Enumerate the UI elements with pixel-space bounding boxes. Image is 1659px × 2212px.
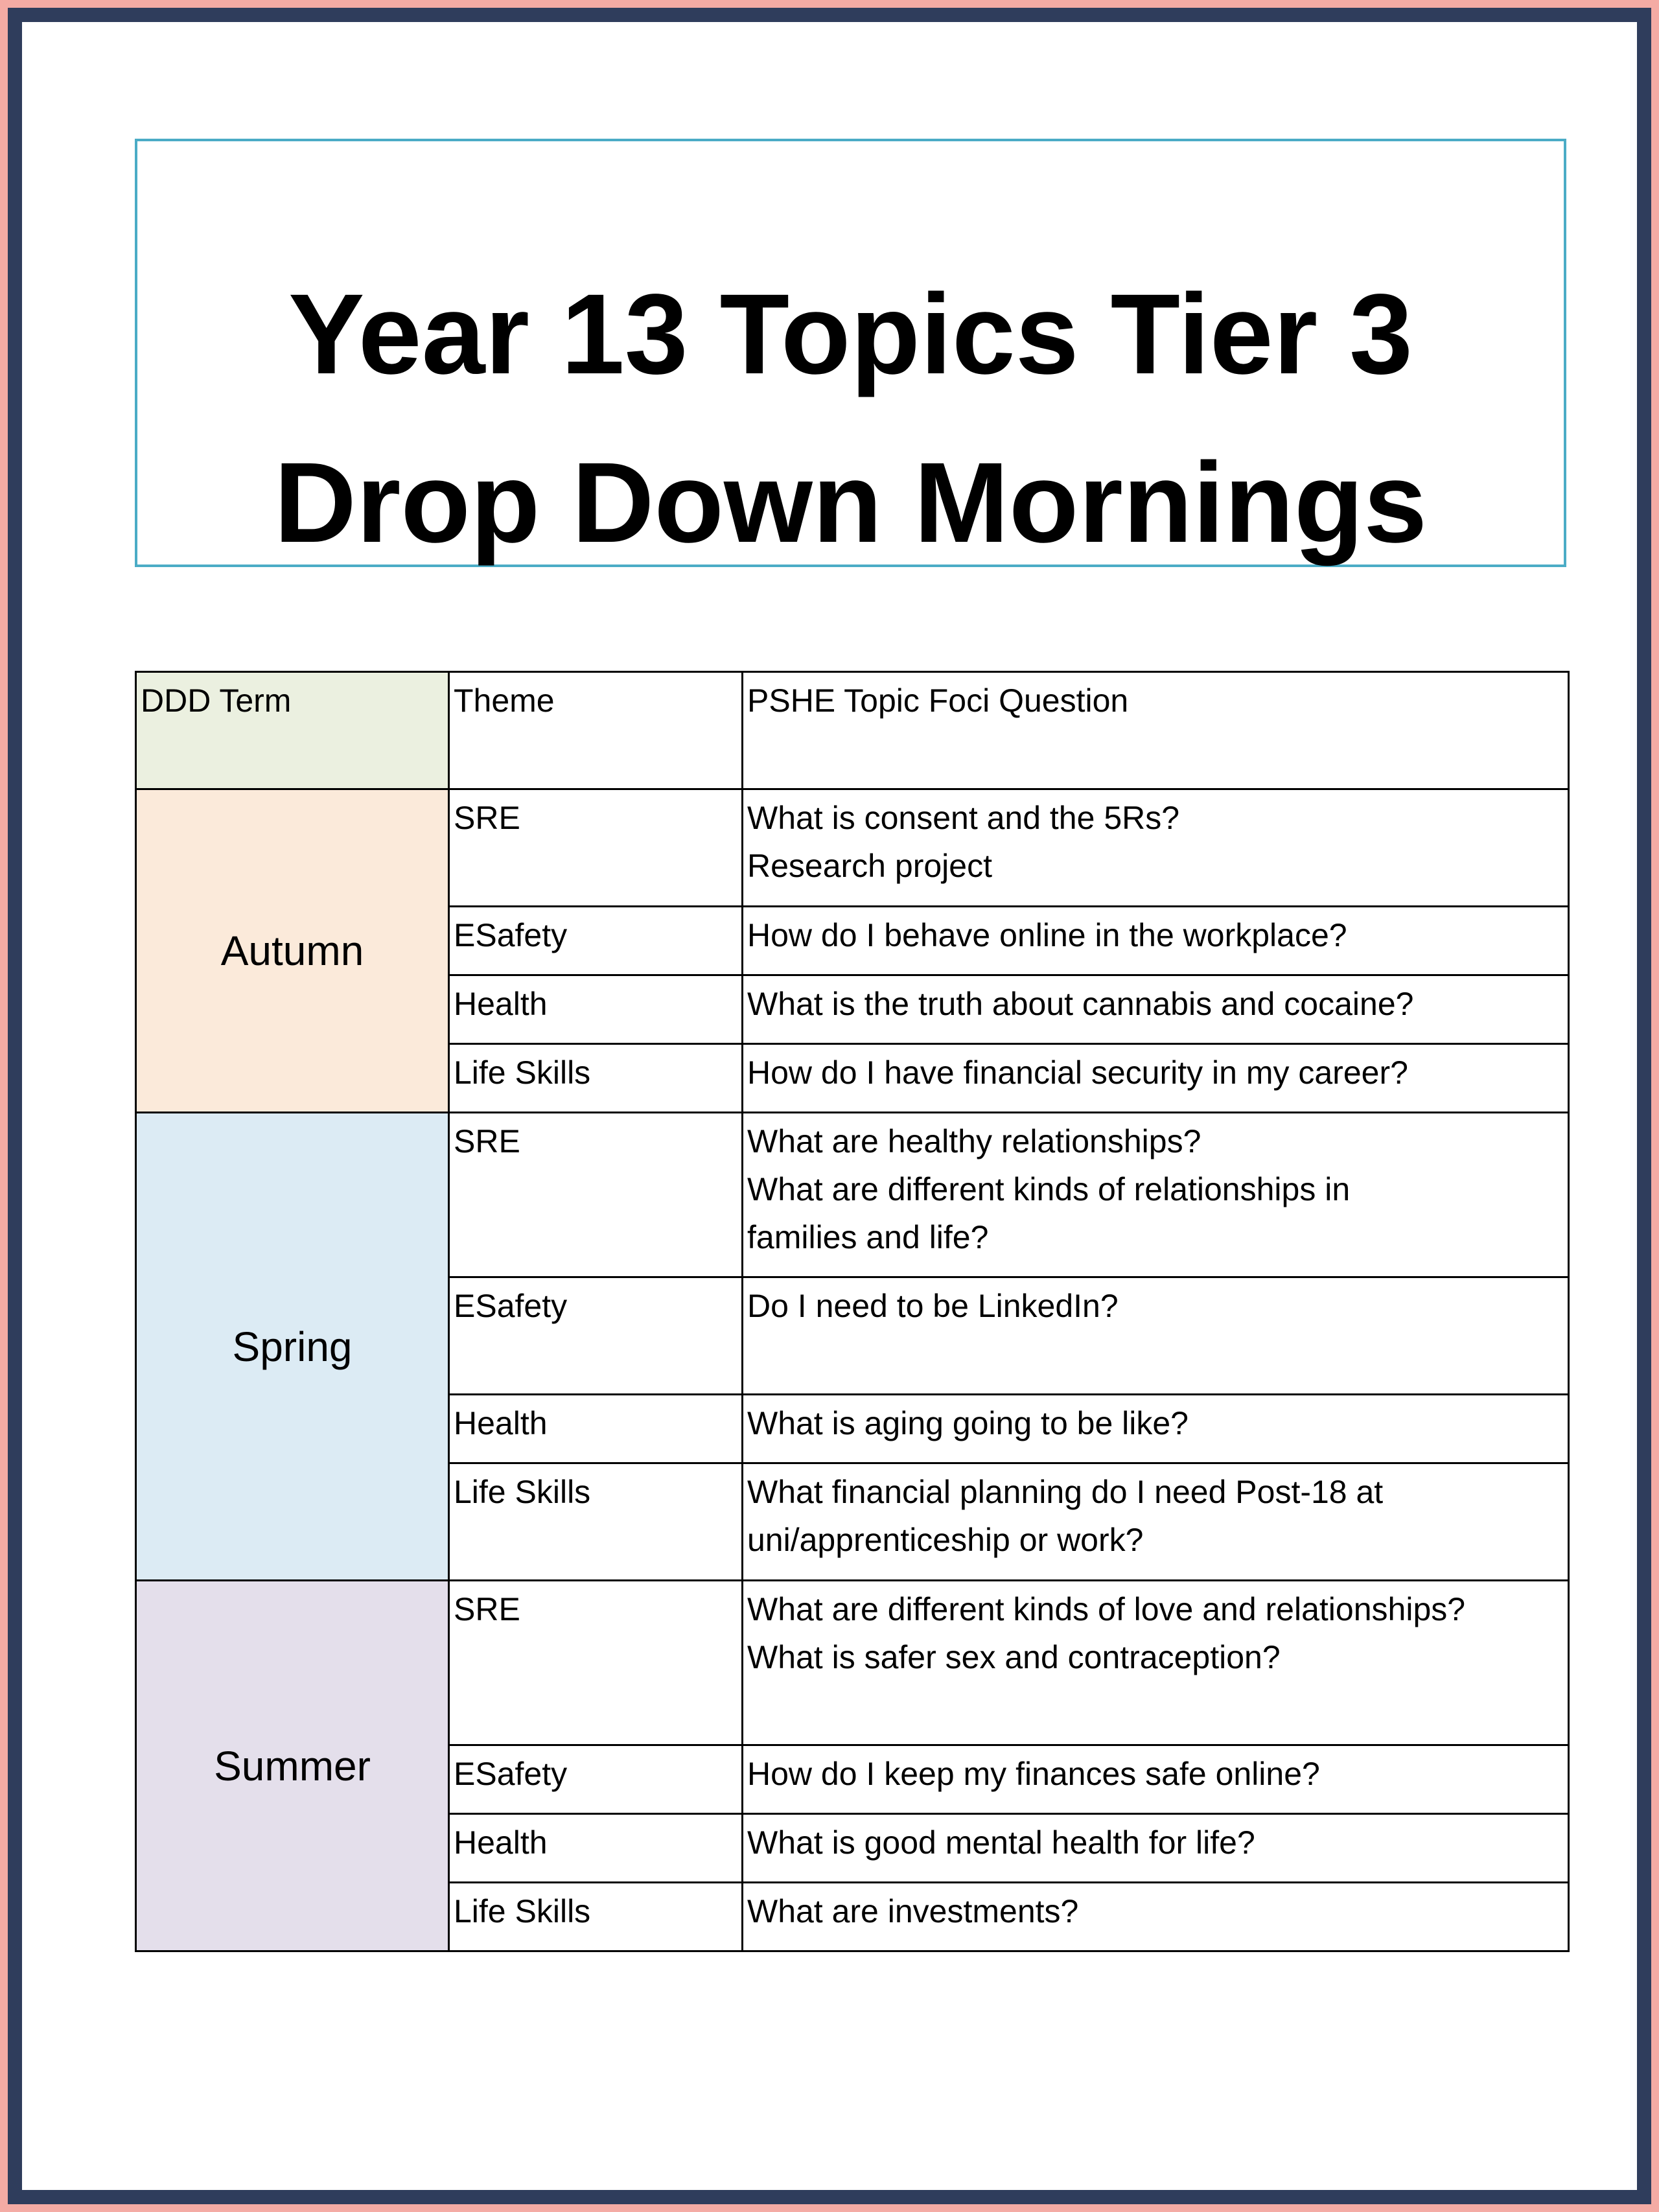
question-line: What are investments? <box>747 1893 1079 1929</box>
question-cell <box>743 907 1569 975</box>
term-cell-autumn: Autumn <box>136 789 449 1113</box>
question-line: What is good mental health for life? <box>747 1824 1255 1861</box>
theme-cell: Life Skills <box>449 1883 743 1951</box>
question-cell <box>743 1745 1569 1814</box>
question-line: Research project <box>747 848 992 884</box>
question-line: uni/apprenticeship or work? <box>747 1522 1144 1558</box>
question-cell <box>743 1581 1569 1745</box>
term-cell-summer: Summer <box>136 1581 449 1951</box>
question-line: families and life? <box>747 1219 989 1255</box>
question-line: What are different kinds of love and relationships? <box>747 1591 1466 1627</box>
question-cell <box>743 789 1569 907</box>
theme-cell: ESafety <box>449 1745 743 1814</box>
question-cell <box>743 1044 1569 1113</box>
question-line: What is aging going to be like? <box>747 1405 1189 1441</box>
question-line: How do I behave online in the workplace? <box>747 917 1347 953</box>
term-cell-spring: Spring <box>136 1113 449 1581</box>
page-title-line-2: Drop Down Mornings <box>273 439 1428 566</box>
question-line: How do I have financial security in my career? <box>747 1054 1408 1091</box>
question-line: How do I keep my finances safe online? <box>747 1756 1320 1792</box>
theme-cell: Health <box>449 1814 743 1883</box>
theme-cell: ESafety <box>449 907 743 975</box>
theme-cell: Health <box>449 975 743 1044</box>
question-line: What are different kinds of relationships in <box>747 1171 1351 1207</box>
question-cell <box>743 1883 1569 1951</box>
question-line: What financial planning do I need Post-18 at <box>747 1474 1384 1510</box>
header-question: PSHE Topic Foci Question <box>743 672 1569 789</box>
question-cell <box>743 975 1569 1044</box>
question-cell <box>743 1395 1569 1463</box>
question-cell <box>743 1463 1569 1581</box>
topics-table <box>135 671 1570 1952</box>
question-cell <box>743 1277 1569 1395</box>
table-row <box>136 1581 1569 1745</box>
theme-cell: Life Skills <box>449 1044 743 1113</box>
question-line: Do I need to be LinkedIn? <box>747 1288 1119 1324</box>
theme-cell: SRE <box>449 1113 743 1277</box>
topics-table-body <box>136 672 1569 1951</box>
header-ddd-term: DDD Term <box>136 672 449 789</box>
page <box>22 22 1637 2190</box>
table-row <box>136 1113 1569 1277</box>
theme-cell: ESafety <box>449 1277 743 1395</box>
theme-cell: SRE <box>449 1581 743 1745</box>
theme-cell: Health <box>449 1395 743 1463</box>
title-box <box>135 139 1566 567</box>
table-header-row <box>136 672 1569 789</box>
question-line: What is the truth about cannabis and cocaine? <box>747 986 1414 1022</box>
question-line: What is consent and the 5Rs? <box>747 800 1180 836</box>
header-theme: Theme <box>449 672 743 789</box>
table-row <box>136 789 1569 907</box>
theme-cell: SRE <box>449 789 743 907</box>
theme-cell: Life Skills <box>449 1463 743 1581</box>
question-cell <box>743 1814 1569 1883</box>
question-cell <box>743 1113 1569 1277</box>
question-line: What is safer sex and contraception? <box>747 1639 1281 1675</box>
question-line: What are healthy relationships? <box>747 1123 1201 1159</box>
page-title-line-1: Year 13 Topics Tier 3 <box>288 271 1413 398</box>
